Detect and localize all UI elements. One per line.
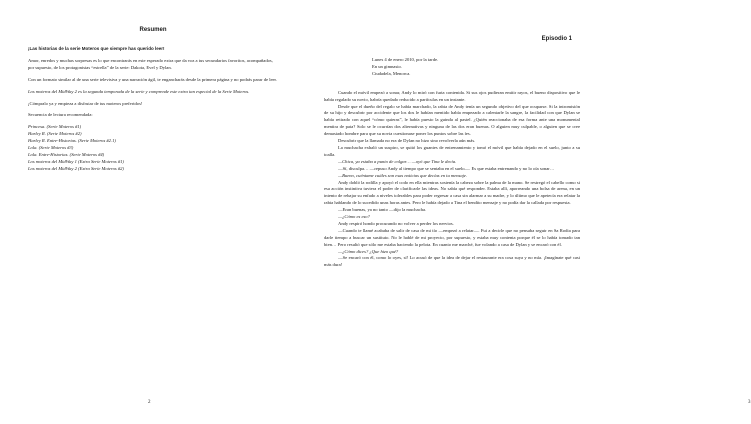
list-item: Los moteros del MidWay 2 (Extra Serie Moteros #2) — [28, 165, 124, 171]
summary-column — [28, 27, 278, 173]
list-item: Lola. (Serie Moteros #3) — [28, 145, 74, 151]
summary-tagline: ¡Las historias de la serie Moteros que siempre has querido leer! — [28, 46, 165, 51]
episode-heading: Episodio 1 — [541, 36, 572, 42]
summary-intro: Amor, enredos y muchas sorpresas es lo que encontrarás en este esperado extra que da voz a tus secundarios favoritos, acompañados, por supuesto, de los protagonistas “estrella” de la serie: Dakota, Evel y Dylan. — [28, 57, 273, 70]
body-paragraph: Desde que el dueño del regalo se había marchado, la rabia de Andy tenía un segundo objetivo del que ocuparse. Si la intromisión de su hijo y descubrir por accidente que los dos le habían mentido había empezado a calentarle la sangre, la facilidad con que Dylan se había retirado con aquel “cómo quieras”, le había puesto la guinda al pastel. ¿Quién reaccionaba de esa forma ante una monumental mentira de pata? Solo se le ocurrían dos alternativas y ninguna de las dos eran buenas. O alguien muy culpable, o alguien que se cree demasiado hombre para que su novia cuestionase poner los puntos sobre las íes. — [324, 103, 580, 137]
list-item: Harley R. (Serie Moteros #2) — [28, 131, 82, 137]
summary-invite: ¡Cómpralo ya y empieza a disfrutar de tus moteros preferidos! — [28, 100, 143, 106]
reading-sequence-list — [28, 124, 278, 172]
body-paragraph: Andy respiró hondo procurando no volver a perder los nervios. — [338, 220, 454, 226]
list-item: Harley R. Entre-Historias. (Serie Moteros #2.1) — [28, 138, 116, 144]
page-number-left: 2 — [148, 400, 151, 405]
body-paragraph: Descubrir que la llamada no era de Dylan no hizo sino revolverla aún más. — [338, 138, 476, 144]
body-paragraph: Andy dobló la rodilla y apoyó el codo en ella mientras sostenía la cabeza sobre la palma de la mano. Se restregó el cabello como si esa acción instintiva tuviera el poder de clarificarle las ideas. No sabía qué responder. Estaba allí, aporreando una bolsa de arena, en un intento de rebajar su enfado a niveles tolerables para poder regresar a casa sin alarmar a su madre, y lo último que le apetecía era relatar la rabia hablando de lo sucedido unas horas antes. Pero le había dejado a Tina el bendito mensaje y no podía dar la callada por respuesta. — [324, 179, 580, 206]
body-paragraph: Cuando el móvil empezó a sonar, Andy lo miró con furia contenida. Si sus ojos pudieran emitir rayos, el bueno dispositivo que le había regalado su novio, habría quedado reducido a partículas en un instante. — [324, 89, 580, 102]
summary-format: Con un formato similar al de una serie televisiva y una narración ágil, te engancharás desde la primera página y no podrás parar de leer. — [28, 76, 277, 82]
body-paragraph: —Chica, ya estaba a punto de colgar… —oyó que Tina le decía. — [338, 158, 457, 164]
list-item: Los moteros del MidWay 1 (Extra Serie Moteros #1) — [28, 158, 124, 164]
list-item: Princesa. (Serie Moteros #1) — [28, 124, 82, 130]
dateline-line: En un gimnasio. — [372, 63, 402, 69]
page-number-right: 3 — [748, 400, 751, 405]
body-paragraph: —Eran buenas, ya no tanto —dijo la muchacha. — [338, 207, 427, 213]
list-item: Lola. Entre-Historias. (Serie Moteros #4) — [28, 151, 105, 157]
body-paragraph: La muchacha exhaló un suspiro, se quitó los guantes de entrenamiento y tomó el móvil que había dejado en el suelo, junto a su toalla. — [324, 144, 580, 157]
right-page — [300, 0, 751, 424]
body-paragraph: —Se encaró con él, como lo oyes, sí! Lo acusó de que la idea de dejar el restaurante era cosa suya y no mía. ¡Imagínate qué casi más dura! — [324, 255, 580, 268]
episode-column — [324, 36, 580, 269]
body-paragraph: —Sí, disculpa… —repuso Andy al tiempo que se sentaba en el suelo—. Es que estaba entrenando y no lo oía sonar… — [338, 165, 555, 171]
summary-heading: Resumen — [139, 27, 167, 33]
dateline-line: Ciudadela, Menorca. — [372, 70, 411, 76]
summary-season: Los moteros del MidWay 2 es la segunda temporada de la serie y comprende este extra tan especial de la Serie Moteros. — [28, 88, 250, 94]
body-paragraph: —¿Cómo es eso? — [338, 214, 370, 220]
dateline-line: Lunes 4 de enero 2010, por la tarde. — [372, 57, 439, 62]
body-paragraph: —Bueno, cuéntame cuáles son esas noticias que decías en tu mensaje. — [338, 172, 468, 178]
dateline — [372, 57, 580, 78]
sequence-title: Secuencia de lectura recomendada: — [28, 112, 93, 118]
body-paragraph: —Cuando te llamé acababa de salir de casa de mi tío —empezó a relatar—. Fui a decirle que no pensaba seguir en Sa Rodia para darle tiempo a buscar un sustituto. No le hablé de mi proyecto, por supuesto, y estaba muy contenta porque él se lo había tomado tan bien… Pero resultó que sólo me estaba haciendo la pelota. En cuanto me marché, fue volando a casa de Dylan y se encaró con él. — [324, 227, 580, 247]
left-page — [0, 0, 300, 424]
body-paragraph: —¿Cómo dices? ¿Que hizo qué? — [338, 248, 399, 254]
